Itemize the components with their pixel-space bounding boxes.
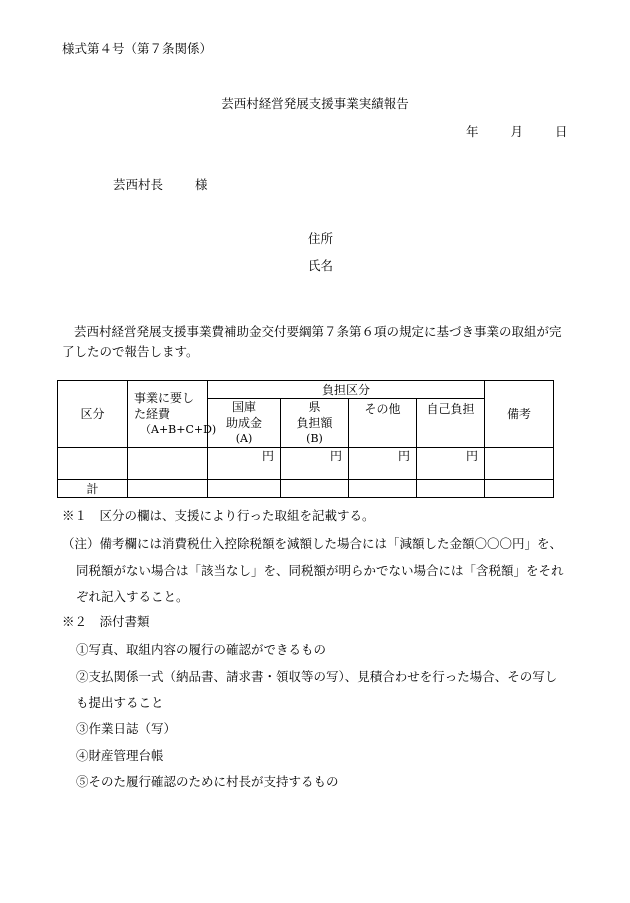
total-other: [349, 480, 417, 498]
col-header-national-line2: 助成金: [225, 416, 262, 430]
total-remarks: [485, 480, 554, 498]
cell-other-yen: 円: [349, 448, 417, 480]
col-header-prefecture-line1: 県: [308, 400, 321, 414]
form-number-label: 様式第４号（第７条関係）: [62, 41, 213, 56]
table-total-row: [58, 480, 554, 498]
date-month: 月: [510, 124, 524, 139]
cell-prefecture-yen: 円: [281, 448, 349, 480]
report-statement: 芸西村経営発展支援事業費補助金交付要綱第７条第６項の規定に基づき事業の取組が完了したので報告します。: [62, 324, 562, 359]
note-paren-line3: ぞれ記入すること。: [76, 589, 189, 604]
attachment-item-5: ⑤そのた履行確認のために村長が支持するもの: [76, 774, 339, 789]
date-line: [466, 122, 568, 140]
total-prefecture: [281, 480, 349, 498]
attachment-item-2-line2: も提出すること: [76, 695, 164, 710]
col-header-cost-line1: 事業に要し: [134, 391, 195, 405]
col-header-burden: 負担区分: [208, 381, 485, 399]
col-header-prefecture-line2: 負担額: [296, 416, 333, 430]
col-header-prefecture-line3: (B): [306, 432, 323, 445]
cell-category: [58, 448, 128, 480]
cell-cost: [128, 448, 208, 480]
col-header-national: [208, 399, 281, 448]
addressee-line: [113, 175, 208, 193]
address-label: 住所: [308, 231, 334, 246]
date-day: 日: [555, 124, 568, 139]
attachment-item-2-line1: ②支払関係一式（納品書、請求書・領収等の写）、見積合わせを行った場合、その写し: [76, 669, 558, 684]
total-cost: [128, 480, 208, 498]
col-header-cost: [128, 381, 217, 448]
addressee: 芸西村長: [113, 177, 164, 192]
attachment-item-4: ④財産管理台帳: [76, 748, 164, 763]
col-header-cost-line2: た経費: [134, 407, 171, 421]
col-header-prefecture: [281, 399, 349, 448]
document-title: 芸西村経営発展支援事業実績報告: [221, 96, 409, 111]
name-label: 氏名: [308, 258, 334, 273]
note-1: ※１ 区分の欄は、支援により行った取組を記載する。: [62, 508, 375, 523]
total-label: 計: [58, 480, 128, 498]
report-table: [57, 380, 554, 498]
total-self: [417, 480, 485, 498]
note-paren-line1: （注）備考欄には消費税仕入控除税額を減額した場合には「減額した金額〇〇〇円」を、: [62, 536, 563, 551]
col-header-national-line3: (A): [235, 432, 253, 445]
cell-national-yen: 円: [208, 448, 281, 480]
col-header-cost-line3: （A+B+C+D): [140, 423, 217, 436]
date-year: 年: [466, 124, 479, 139]
table-row: [58, 448, 554, 480]
cell-remarks: [485, 448, 554, 480]
col-header-national-line1: 国庫: [231, 400, 256, 414]
col-header-self: 自己負担: [417, 399, 485, 448]
attachment-item-1: ①写真、取組内容の履行の確認ができるもの: [76, 642, 327, 657]
honorific: 様: [195, 177, 208, 192]
col-header-other: その他: [349, 399, 417, 448]
cell-self-yen: 円: [417, 448, 485, 480]
col-header-remarks: 備考: [485, 381, 554, 448]
note-paren-line2: 同税額がない場合は「該当なし」を、同税額が明らかでない場合には「含税額」をそれ: [76, 563, 564, 578]
total-national: [208, 480, 281, 498]
col-header-category: 区分: [58, 381, 128, 448]
attachment-item-3: ③作業日誌（写）: [76, 721, 177, 736]
note-2: ※２ 添付書類: [62, 614, 150, 629]
